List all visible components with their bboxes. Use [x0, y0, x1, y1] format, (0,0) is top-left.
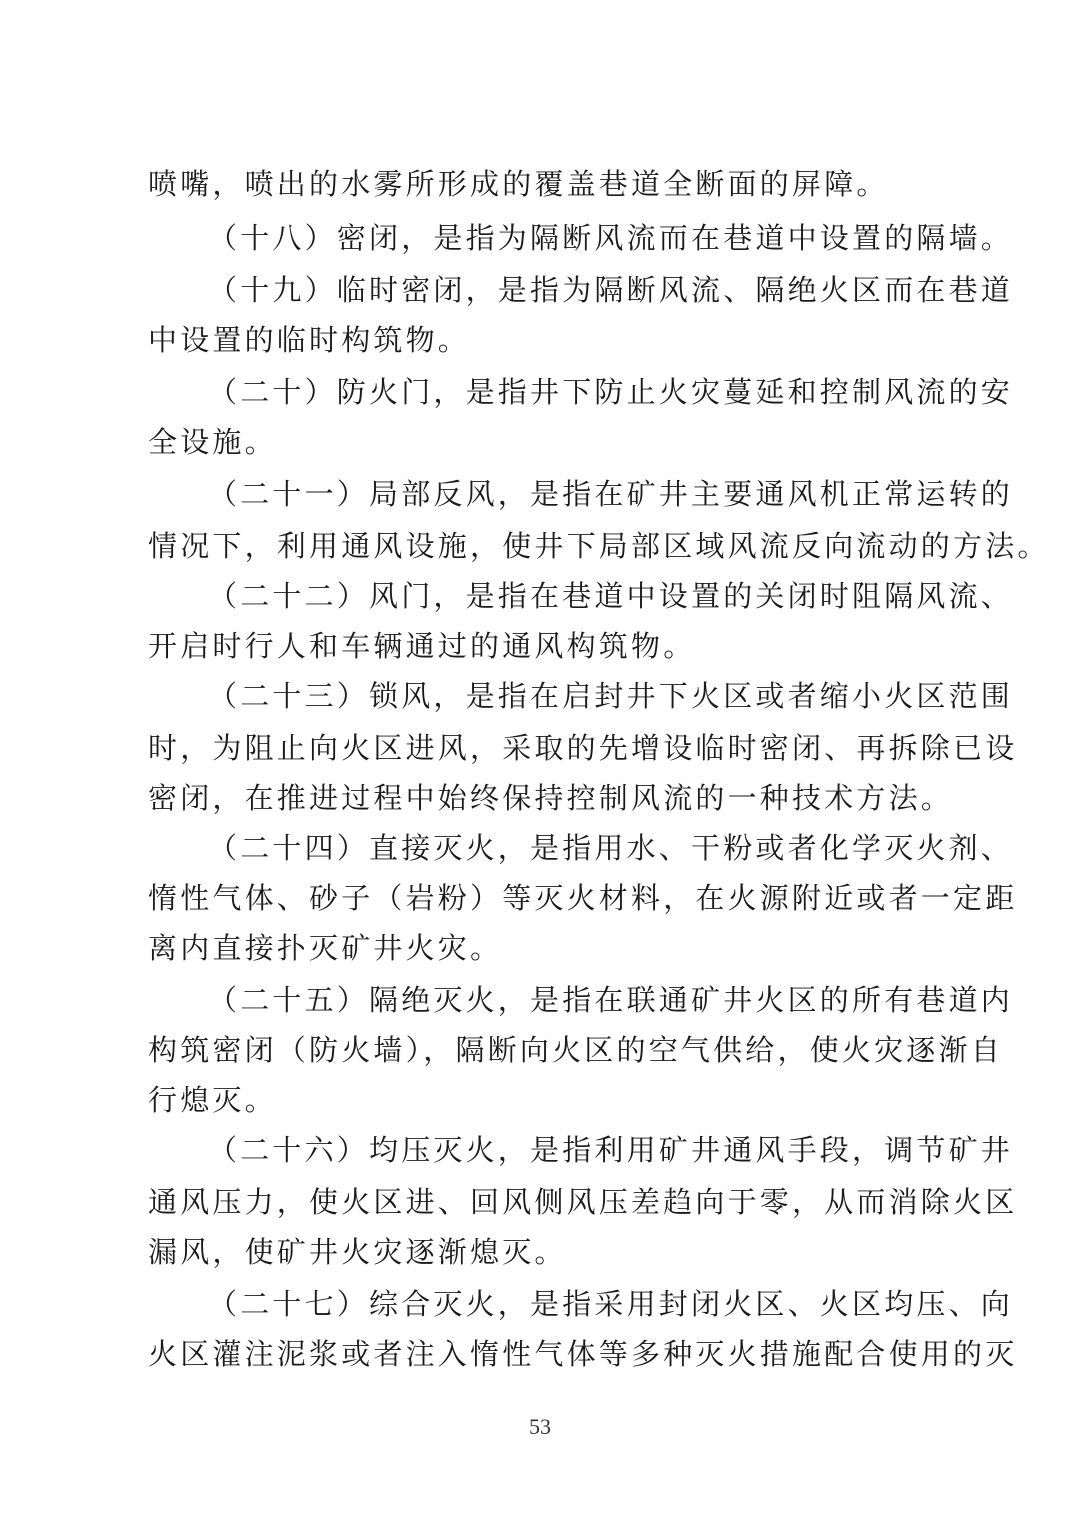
- text-line: （十八）密闭，是指为隔断风流而在巷道中设置的隔墙。: [208, 221, 1014, 255]
- text-line: 漏风，使矿井火灾逐渐熄灭。: [148, 1235, 567, 1269]
- text-line: （二十四）直接灭火，是指用水、干粉或者化学灭火剂、: [208, 831, 1014, 865]
- text-line: （二十）防火门，是指井下防止火灾蔓延和控制风流的安: [208, 375, 1014, 409]
- text-line: 密闭，在推进过程中始终保持控制风流的一种技术方法。: [148, 781, 954, 815]
- text-line: 开启时行人和车辆通过的通风构筑物。: [148, 629, 696, 663]
- text-line: 喷嘴，喷出的水雾所形成的覆盖巷道全断面的屏障。: [148, 167, 889, 201]
- text-line: 通风压力，使火区进、回风侧风压差趋向于零，从而消除火区: [148, 1185, 1018, 1219]
- text-line: （二十一）局部反风，是指在矿井主要通风机正常运转的: [208, 477, 1014, 511]
- text-line: （二十六）均压灭火，是指利用矿井通风手段，调节矿井: [208, 1133, 1014, 1167]
- text-line: （二十二）风门，是指在巷道中设置的关闭时阻隔风流、: [208, 579, 1014, 613]
- text-line: （二十三）锁风，是指在启封井下火区或者缩小火区范围: [208, 679, 1014, 713]
- text-line: 全设施。: [148, 425, 277, 459]
- page-number: 53: [529, 1414, 551, 1439]
- text-line: 构筑密闭（防火墙），隔断向火区的空气供给，使火灾逐渐自: [148, 1033, 1003, 1067]
- text-line: 中设置的临时构筑物。: [148, 323, 471, 357]
- text-line: 时，为阻止向火区进风，采取的先增设临时密闭、再拆除已设: [148, 731, 1018, 765]
- text-line: 行熄灭。: [148, 1083, 277, 1117]
- text-line: 火区灌注泥浆或者注入惰性气体等多种灭火措施配合使用的灭: [148, 1337, 1018, 1371]
- text-line: （二十七）综合灭火，是指采用封闭火区、火区均压、向: [208, 1287, 1014, 1321]
- text-line: 惰性气体、砂子（岩粉）等灭火材料，在火源附近或者一定距: [148, 881, 1018, 915]
- text-line: 离内直接扑灭矿井火灾。: [148, 931, 503, 965]
- text-line: 情况下，利用通风设施，使井下局部区域风流反向流动的方法。: [148, 529, 1050, 563]
- text-line: （十九）临时密闭，是指为隔断风流、隔绝火区而在巷道: [208, 273, 1014, 307]
- text-line: （二十五）隔绝灭火，是指在联通矿井火区的所有巷道内: [208, 983, 1014, 1017]
